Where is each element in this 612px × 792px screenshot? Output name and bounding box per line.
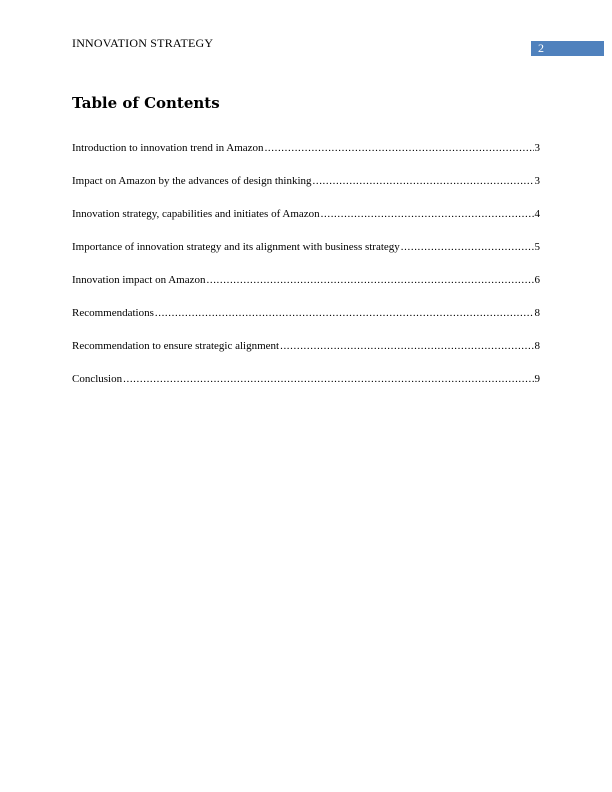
dot-leader xyxy=(155,305,534,321)
toc-entry-title: Recommendation to ensure strategic alignment xyxy=(72,340,280,352)
toc-entry[interactable] xyxy=(72,173,540,206)
toc-entry[interactable] xyxy=(72,206,540,239)
toc-entry[interactable] xyxy=(72,338,540,371)
toc-entry-title: Innovation impact on Amazon xyxy=(72,274,206,286)
dot-leader xyxy=(321,206,534,222)
toc-entry-page: 5 xyxy=(534,241,540,253)
dot-leader xyxy=(207,272,534,288)
page-number-badge: 2 xyxy=(531,41,604,56)
toc-entry[interactable] xyxy=(72,140,540,173)
toc-entry-page: 9 xyxy=(534,373,540,385)
toc-entry-title: Innovation strategy, capabilities and initiates of Amazon xyxy=(72,208,320,220)
dot-leader xyxy=(280,338,533,354)
toc-entry-page: 4 xyxy=(534,208,540,220)
toc-entry-page: 8 xyxy=(534,340,540,352)
dot-leader xyxy=(401,239,534,255)
header-title: INNOVATION STRATEGY xyxy=(72,36,214,50)
toc-entry[interactable] xyxy=(72,272,540,305)
toc-entry-title: Importance of innovation strategy and its alignment with business strategy xyxy=(72,241,400,253)
toc-entry-title: Conclusion xyxy=(72,373,123,385)
toc-entry-title: Impact on Amazon by the advances of design thinking xyxy=(72,175,312,187)
toc-entry-page: 6 xyxy=(534,274,540,286)
toc-heading: Table of Contents xyxy=(72,94,220,112)
table-of-contents xyxy=(72,140,540,404)
toc-entry-page: 3 xyxy=(534,142,540,154)
dot-leader xyxy=(123,371,533,387)
toc-entry-page: 3 xyxy=(534,175,540,187)
toc-entry-page: 8 xyxy=(534,307,540,319)
toc-entry-title: Recommendations xyxy=(72,307,154,319)
dot-leader xyxy=(313,173,534,189)
dot-leader xyxy=(265,140,534,156)
toc-entry-title: Introduction to innovation trend in Amazon xyxy=(72,142,264,154)
toc-entry[interactable] xyxy=(72,305,540,338)
toc-entry[interactable] xyxy=(72,239,540,272)
toc-entry[interactable] xyxy=(72,371,540,404)
